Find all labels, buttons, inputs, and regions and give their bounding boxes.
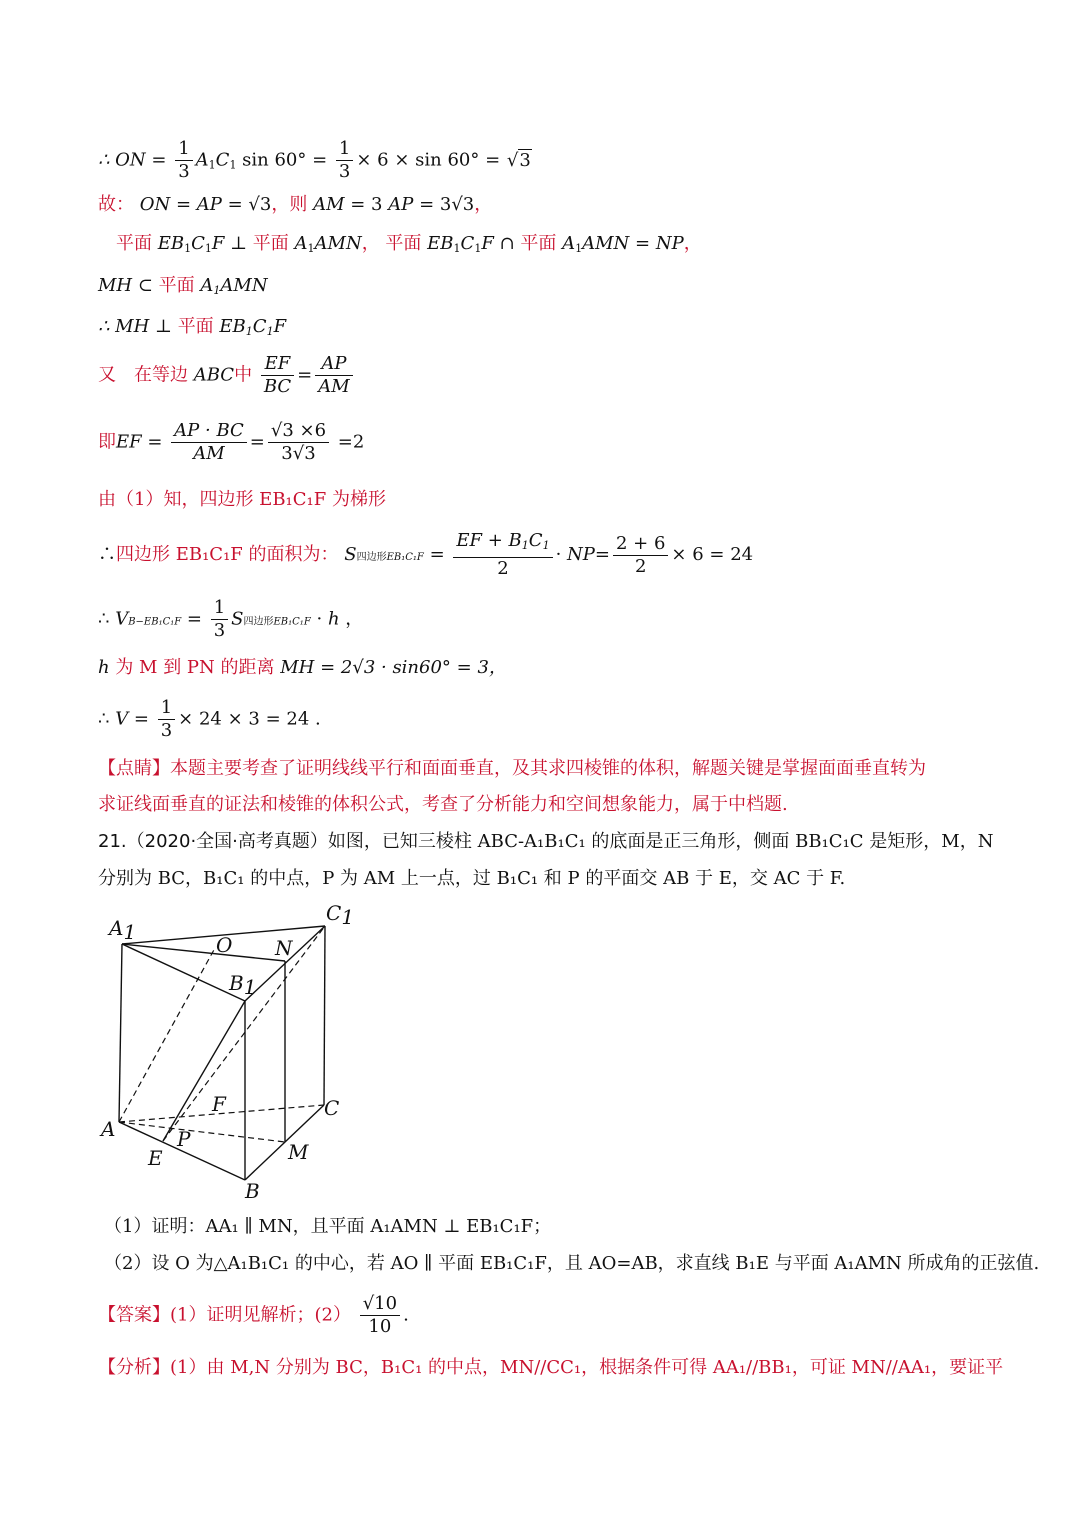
plane-word-2: 平面 — [177, 316, 214, 337]
edge-fc1-hidden — [163, 926, 325, 1141]
plane-word: 平面 — [158, 275, 195, 296]
line-mh-subset: MH ⊂ 平面 $A_1AMN$ — [98, 275, 268, 297]
gu-label: 故： — [98, 194, 134, 215]
analysis-tag: 【分析】 — [98, 1357, 170, 1378]
edge-c1c — [324, 926, 325, 1105]
line-trapezoid — [98, 488, 386, 512]
problem-text2: 分别为 BC，B₁C₁ 的中点，P 为 AM 上一点，过 B₁C₁ 和 P 的平面交 AB 于 E，交 AC 于 F. — [98, 868, 846, 889]
answer-line — [98, 1293, 409, 1338]
answer-text: (1）证明见解析；(2） — [170, 1304, 351, 1326]
mh-perp-text: ∴ MH ⊥ — [98, 316, 172, 337]
label-p: P — [177, 1127, 191, 1151]
problem-line1 — [98, 830, 993, 854]
analysis-line — [98, 1356, 1003, 1380]
problem-source: （2020·全国·高考真题） — [126, 831, 328, 852]
ji-label: 即 — [98, 431, 116, 453]
prism-figure — [95, 898, 385, 1203]
problem-text1: 如图，已知三棱柱 ABC-A₁B₁C₁ 的底面是正三角形，侧面 BB₁C₁C 是矩形，M，N — [327, 831, 994, 852]
answer-num: √10 — [362, 1293, 398, 1314]
line-gu: 故： ON = AP = √3，则 AM = 3 AP = 3√3， — [98, 194, 493, 215]
line-planes: 平面 $EB_1C_1F$ ⊥ 平面 $A_1AMN$， 平面 $EB_1C_1F$ ∩ 平面 $A_1AMN$ = NP， — [116, 233, 702, 255]
answer-den: 10 — [360, 1315, 400, 1338]
line-v-result: ∴ V = $\frac{1}{3}$ × 24 × 3 = 24 . — [98, 697, 321, 741]
line-on: ∴ ON = $\frac{1}{3}$ $A_1C_1$ sin 60° = $\frac{1}{3}$ × 6 × sin 60° = √ 3 — [98, 138, 532, 183]
question-1-text: （1）证明：AA₁ ∥ MN，且平面 A₁AMN ⊥ EB₁C₁F； — [104, 1216, 552, 1237]
question-1 — [104, 1215, 551, 1239]
label-a: A — [101, 1117, 116, 1141]
line-height: h 为 M 到 PN 的距离 MH = 2√3 · sin60° = 3， — [98, 657, 507, 678]
dianjing-line1 — [98, 757, 926, 781]
label-e: E — [148, 1146, 163, 1170]
area-result: × 6 = 24 — [671, 544, 754, 565]
edge-a1n — [122, 944, 285, 961]
v-result: × 24 × 3 = 24 . — [178, 708, 321, 730]
label-c: C — [324, 1096, 340, 1120]
answer-end: . — [403, 1304, 409, 1326]
edge-a1a — [119, 944, 122, 1122]
edge-b1e — [163, 1001, 245, 1141]
area-label: 四边形 EB₁C₁F 的面积为： — [116, 544, 339, 565]
label-c1: C1 — [326, 901, 355, 929]
line-area: ∴四边形 EB₁C₁F 的面积为： S四边形EB₁C₁F = $\frac{EF + B_1C_1}{2}$ · NP= $\frac{2 + 6}{2}$ × 6 = 24 — [98, 530, 754, 579]
dianjing-text2: 求证线面垂直的证法和棱锥的体积公式，考查了分析能力和空间想象能力，属于中档题. — [98, 794, 788, 815]
triangle-abc: ABC — [193, 364, 235, 386]
dianjing-text1: 本题主要考查了证明线线平行和面面垂直，及其求四棱锥的体积，解题关键是掌握面面垂直转为 — [170, 758, 926, 779]
line-mh-perp: ∴ MH ⊥ 平面 $EB_1C_1F$ — [98, 316, 287, 338]
ef-result: =2 — [337, 431, 365, 453]
problem-line2 — [98, 867, 845, 891]
zhong-word: 中 — [234, 364, 253, 386]
height-formula: MH = 2√3 · sin60° = 3， — [280, 657, 507, 678]
trapezoid-text: 由（1）知，四边形 EB₁C₁F 为梯形 — [98, 489, 386, 510]
label-a1: A1 — [109, 916, 137, 944]
height-label: 为 M 到 PN 的距离 — [115, 657, 275, 678]
label-o: O — [216, 933, 233, 957]
answer-tag: 【答案】 — [98, 1304, 170, 1326]
problem-number: 21. — [98, 831, 127, 852]
question-2 — [104, 1252, 1039, 1276]
equilateral-label: 又 在等边 — [98, 364, 188, 386]
dianjing-line2 — [98, 793, 788, 817]
line-volume: ∴ VB−EB₁C₁F = $\frac{1}{3}$ S四边形EB₁C₁F · h ， — [98, 597, 364, 641]
question-2-text: （2）设 O 为△A₁B₁C₁ 的中心，若 AO ∥ 平面 EB₁C₁F，且 AO=AB，求直线 B₁E 与平面 A₁AMN 所成角的正弦值. — [104, 1253, 1040, 1274]
edge-am-hidden — [119, 1122, 285, 1142]
label-b: B — [245, 1179, 260, 1203]
line-equilateral: 又 在等边 ABC中 $\frac{EF}{BC}$ = $\frac{AP}{AM}$ — [98, 353, 356, 398]
label-f: F — [212, 1092, 226, 1116]
dianjing-tag: 【点睛】 — [98, 758, 170, 779]
mh-subset-text: MH ⊂ — [98, 275, 153, 296]
line-ef: 即EF = $\frac{AP \cdot BC}{AM}$ = $\frac{√3 \times 6}{3√3}$ =2 — [98, 420, 365, 464]
label-n: N — [275, 936, 293, 960]
label-m: M — [288, 1140, 309, 1164]
label-b1: B1 — [229, 971, 257, 999]
analysis-text: (1）由 M,N 分别为 BC，B₁C₁ 的中点，MN//CC₁，根据条件可得 AA₁//BB₁，可证 MN//AA₁，要证平 — [170, 1357, 1004, 1378]
edge-ao-hidden — [119, 948, 215, 1122]
